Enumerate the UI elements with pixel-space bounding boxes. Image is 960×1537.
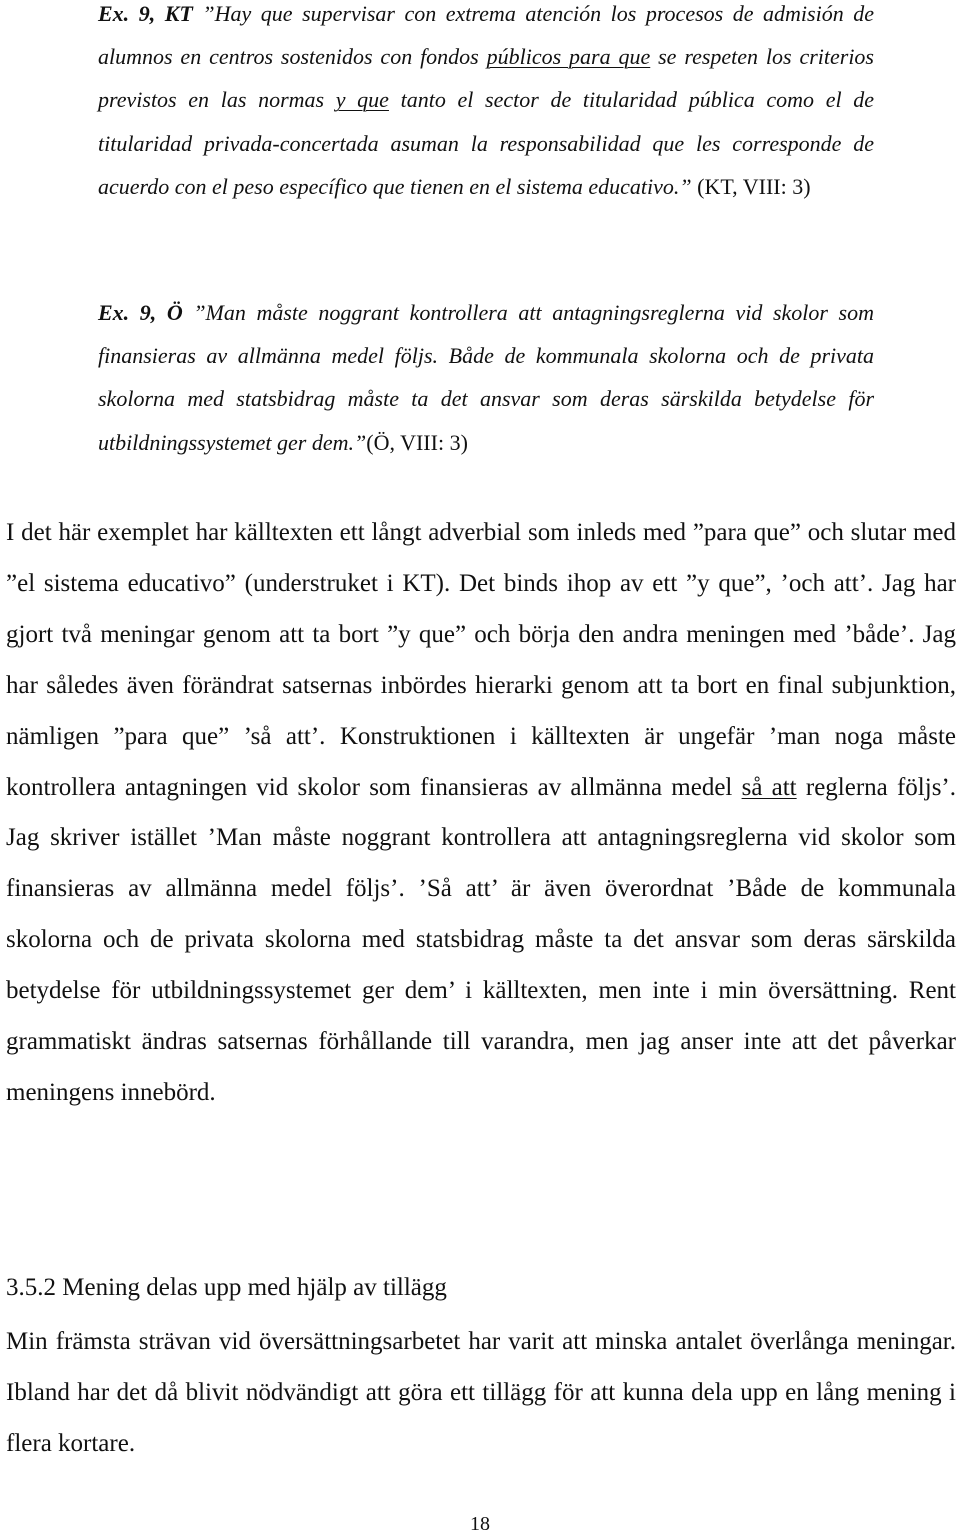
reference: (Ö, VIII: 3) bbox=[366, 429, 468, 455]
quote-close: ” bbox=[679, 173, 692, 199]
quote-close: ” bbox=[354, 429, 367, 455]
underlined-text: y que bbox=[335, 87, 389, 113]
underlined-text: públicos para que bbox=[486, 44, 651, 70]
reference: (KT, VIII: 3) bbox=[697, 173, 811, 199]
section-heading: 3.5.2 Mening delas upp med hjälp av tillägg bbox=[6, 1274, 447, 1301]
underlined-text: så att bbox=[741, 773, 797, 801]
quote-text: se respeten los criterios previstos en las normas bbox=[98, 44, 874, 113]
page-number: 18 bbox=[470, 1513, 490, 1535]
quote-text: ”Hay que supervisar con extrema atención los procesos de admisión de alumnos en centros sostenidos con fondos bbox=[98, 1, 874, 70]
example-block-translation bbox=[98, 291, 874, 464]
body-text: I det här exemplet har källtexten ett långt adverbial som inleds med ”para que” och slutar med ”el sistema educativo” (understruket i KT). Det binds ihop av ett ”y que”, ’och att’. Jag har gjort två meningar genom att ta bort ”y que” och börja den andra meningen med ’både’. Jag har således även förändrat satsernas inbördes hierarki genom att ta bort en final subjunktion, nämligen ”para que” ’så att’. Konstruktionen i källtexten är ungefär ’man noga måste kontrollera antagningen vid skolor som finansieras av allmänna medel bbox=[6, 519, 956, 801]
example-label: Ex. 9, KT bbox=[98, 1, 193, 26]
example-label: Ex. 9, Ö bbox=[98, 300, 183, 325]
body-paragraph bbox=[6, 508, 956, 1119]
body-text: reglerna följs’. Jag skriver istället ’Man måste noggrant kontrollera att antagningsreglerna vid skolor som finansieras av allmänna medel följs’. ’Så att’ är även överordnat ’Både de kommunala skolorna och de privata skolorna med statsbidrag måste ta det ansvar som deras särskilda betydelse för utbildningssystemet ger dem’ i källtexten, men inte i min översättning. Rent grammatiskt ändras satsernas förhållande till varandra, men jag anser inte att det påverkar meningens innebörd. bbox=[6, 773, 956, 1106]
section-paragraph: Min främsta strävan vid översättningsarbetet har varit att minska antalet överlånga meningar. Ibland har det då blivit nödvändigt att göra ett tillägg för att kunna dela upp en lång mening i flera kortare. bbox=[6, 1328, 956, 1457]
quote-text: tanto el sector de titularidad pública como el de titularidad privada-concertada asuman la responsabilidad que les corresponde de acuerdo con el peso específico que tienen en el sistema educativo. bbox=[98, 87, 874, 199]
quote-text: ”Man måste noggrant kontrollera att antagningsreglerna vid skolor som finansieras av allmänna medel följs. Både de kommunala skolorna och de privata skolorna med statsbidrag måste ta det ansvar som deras särskilda betydelse för utbildningssystemet ger dem. bbox=[98, 300, 874, 455]
example-block-kt bbox=[98, 0, 874, 208]
